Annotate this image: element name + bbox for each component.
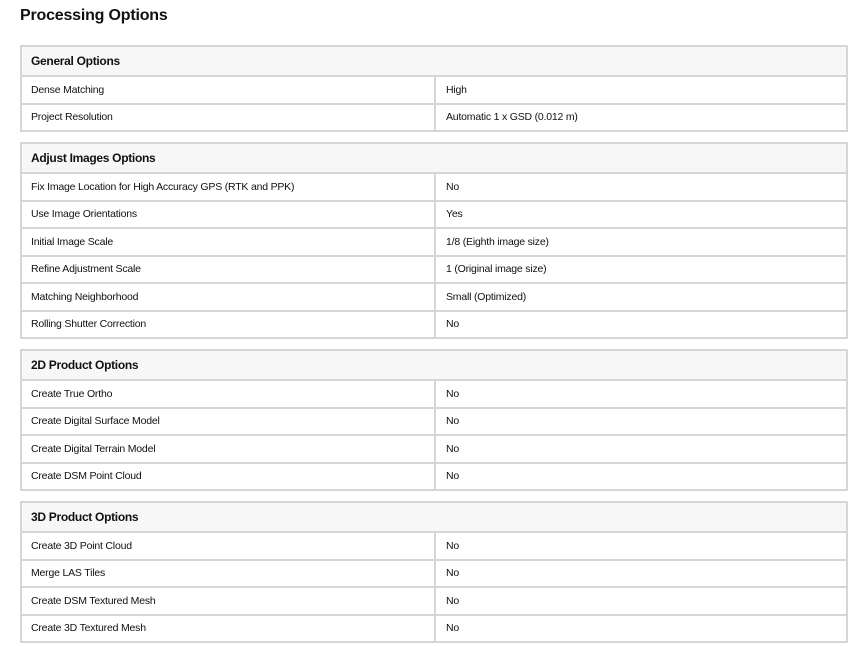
option-label: Initial Image Scale [22, 228, 435, 256]
table-row [22, 104, 846, 131]
table-row [22, 201, 846, 229]
options-table [22, 174, 846, 337]
table-row [22, 174, 846, 201]
table-row [22, 560, 846, 588]
option-value: Yes [435, 201, 846, 229]
option-label: Use Image Orientations [22, 201, 435, 229]
table-row [22, 256, 846, 284]
option-value: Small (Optimized) [435, 283, 846, 311]
option-value: No [446, 622, 460, 635]
table-row [22, 311, 846, 338]
option-value: 1/8 (Eighth image size) [435, 228, 846, 256]
page-title: Processing Options [20, 7, 168, 24]
section-header: Adjust Images Options [22, 144, 846, 174]
options-table [22, 77, 846, 130]
option-label: Create 3D Point Cloud [22, 533, 435, 560]
option-label: Create True Ortho [22, 381, 435, 408]
option-label: Create Digital Surface Model [22, 408, 435, 436]
option-label: Create 3D Textured Mesh [22, 615, 435, 642]
table-row [22, 381, 846, 408]
option-value: No [435, 587, 846, 615]
option-label: Rolling Shutter Correction [22, 311, 435, 338]
table-row [22, 463, 846, 490]
option-label: Create Digital Terrain Model [22, 435, 435, 463]
option-value: No [435, 174, 846, 201]
table-row [22, 533, 846, 560]
option-value: No [446, 318, 460, 331]
options-table [22, 533, 846, 641]
option-value: No [435, 435, 846, 463]
table-row [22, 435, 846, 463]
table-row [22, 228, 846, 256]
table-row [22, 615, 846, 642]
section-2d-product-options [20, 349, 848, 491]
option-label: Fix Image Location for High Accuracy GPS (RTK and PPK) [22, 174, 435, 201]
section-header: General Options [22, 47, 846, 77]
table-row [22, 587, 846, 615]
option-label: Create DSM Point Cloud [22, 463, 435, 490]
option-label: Dense Matching [22, 77, 435, 104]
section-header: 2D Product Options [22, 351, 846, 381]
section-3d-product-options [20, 501, 848, 643]
option-value: No [435, 533, 846, 560]
option-label: Create DSM Textured Mesh [22, 587, 435, 615]
section-general-options [20, 45, 848, 132]
option-value: No [446, 470, 460, 483]
option-label: Matching Neighborhood [22, 283, 435, 311]
table-row [22, 283, 846, 311]
options-table [22, 381, 846, 489]
option-label: Merge LAS Tiles [22, 560, 435, 588]
option-label: Refine Adjustment Scale [22, 256, 435, 284]
option-value: No [435, 408, 846, 436]
option-value: No [435, 560, 846, 588]
section-adjust-images-options [20, 142, 848, 339]
option-value: 1 (Original image size) [435, 256, 846, 284]
option-label: Project Resolution [22, 104, 435, 131]
option-value: High [435, 77, 846, 104]
option-value: Automatic 1 x GSD (0.012 m) [446, 111, 578, 124]
option-value: No [435, 381, 846, 408]
table-row [22, 77, 846, 104]
section-header: 3D Product Options [22, 503, 846, 533]
table-row [22, 408, 846, 436]
